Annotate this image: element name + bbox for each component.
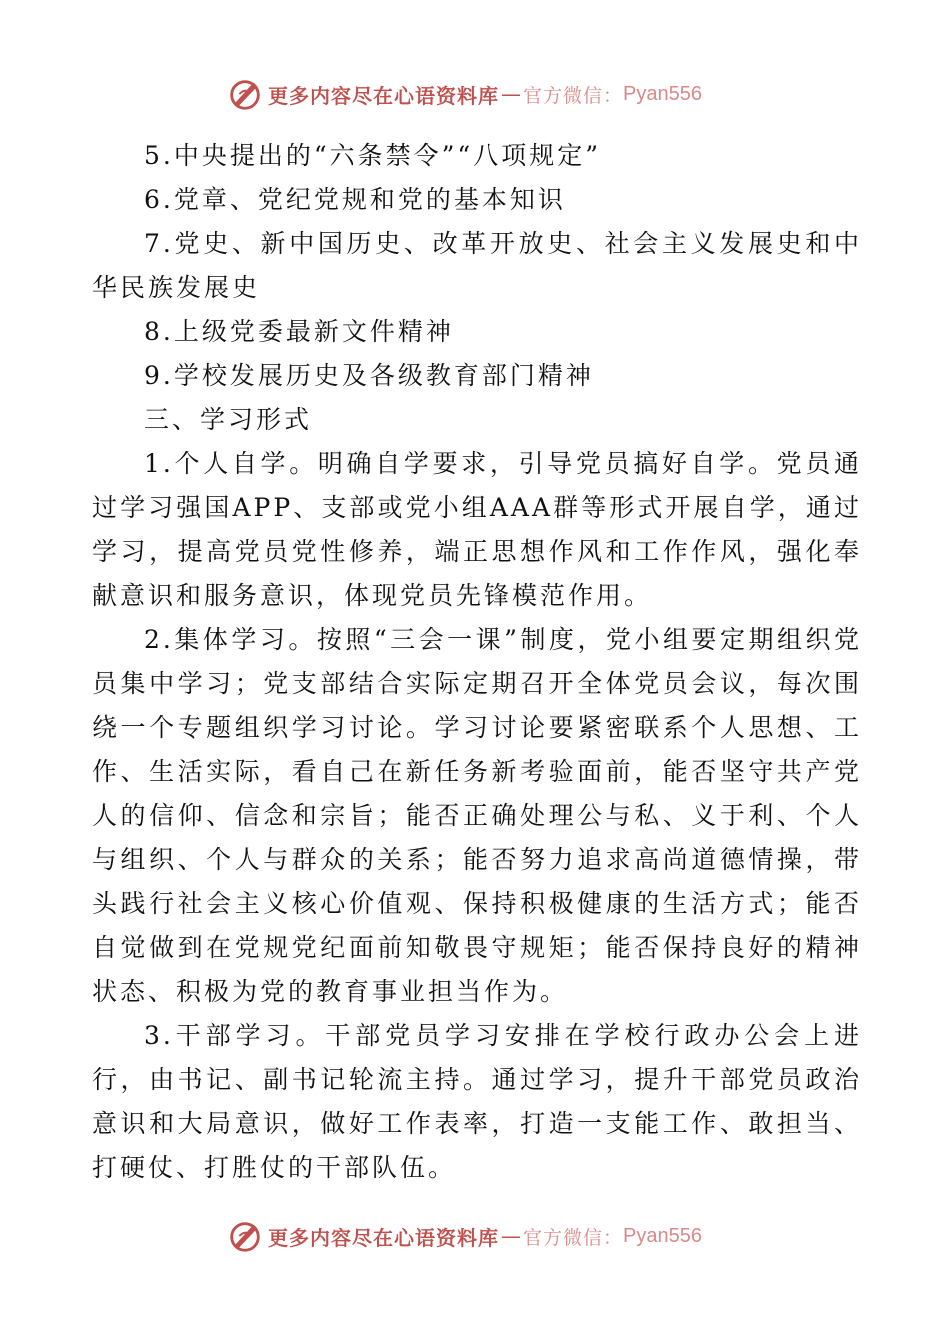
- watermark-sub-text: 官方微信：: [523, 84, 624, 107]
- list-item-9: 9.学校发展历史及各级教育部门精神: [144, 361, 594, 390]
- watermark-header: [226, 74, 702, 114]
- list-item-5: 5.中央提出的“六条禁令”“八项规定”: [144, 141, 601, 170]
- paragraph-cadre-study: 3.干部学习。干部党员学习安排在学校行政办公会上进行，由书记、副书记轮流主持。通过学习，提升干部党员政治意识和大局意识，做好工作表率，打造一支能工作、敢担当、打硬仗、打胜仗的干部队伍。: [92, 1021, 862, 1182]
- paragraph-individual-study: 1.个人自学。明确自学要求，引导党员搞好自学。党员通过学习强国APP、支部或党小组AAA群等形式开展自学，通过学习，提高党员党性修养，端正思想作风和工作作风，强化奉献意识和服务意识，体现党员先锋模范作用。: [92, 449, 862, 610]
- list-item-8: 8.上级党委最新文件精神: [144, 317, 454, 346]
- watermark-dash: —: [501, 82, 521, 106]
- watermark-footer: [226, 1216, 702, 1256]
- watermark-main-text: 更多内容尽在心语资料库: [268, 83, 499, 108]
- document-body: [92, 134, 862, 1190]
- list-item-7: 7.党史、新中国历史、改革开放史、社会主义发展史和中华民族发展史: [92, 229, 862, 302]
- watermark-main-text: 更多内容尽在心语资料库: [268, 1225, 499, 1250]
- watermark-dash: —: [501, 1224, 521, 1248]
- pen-nib-circle-icon: [226, 1217, 264, 1255]
- pen-nib-circle-icon: [226, 75, 264, 113]
- section-heading-3: 三、学习形式: [144, 405, 313, 434]
- watermark-wechat-id: Pyan556: [623, 82, 702, 105]
- list-item-6: 6.党章、党纪党规和党的基本知识: [144, 185, 566, 214]
- watermark-sub-text: 官方微信：: [523, 1226, 624, 1249]
- watermark-wechat-id: Pyan556: [623, 1224, 702, 1247]
- paragraph-collective-study: 2.集体学习。按照“三会一课”制度，党小组要定期组织党员集中学习；党支部结合实际定期召开全体党员会议，每次围绕一个专题组织学习讨论。学习讨论要紧密联系个人思想、工作、生活实际，看自己在新任务新考验面前，能否坚守共产党人的信仰、信念和宗旨；能否正确处理公与私、义于利、个人与组织、个人与群众的关系；能否努力追求高尚道德情操，带头践行社会主义核心价值观、保持积极健康的生活方式；能否自觉做到在党规党纪面前知敬畏守规矩；能否保持良好的精神状态、积极为党的教育事业担当作为。: [92, 625, 862, 1006]
